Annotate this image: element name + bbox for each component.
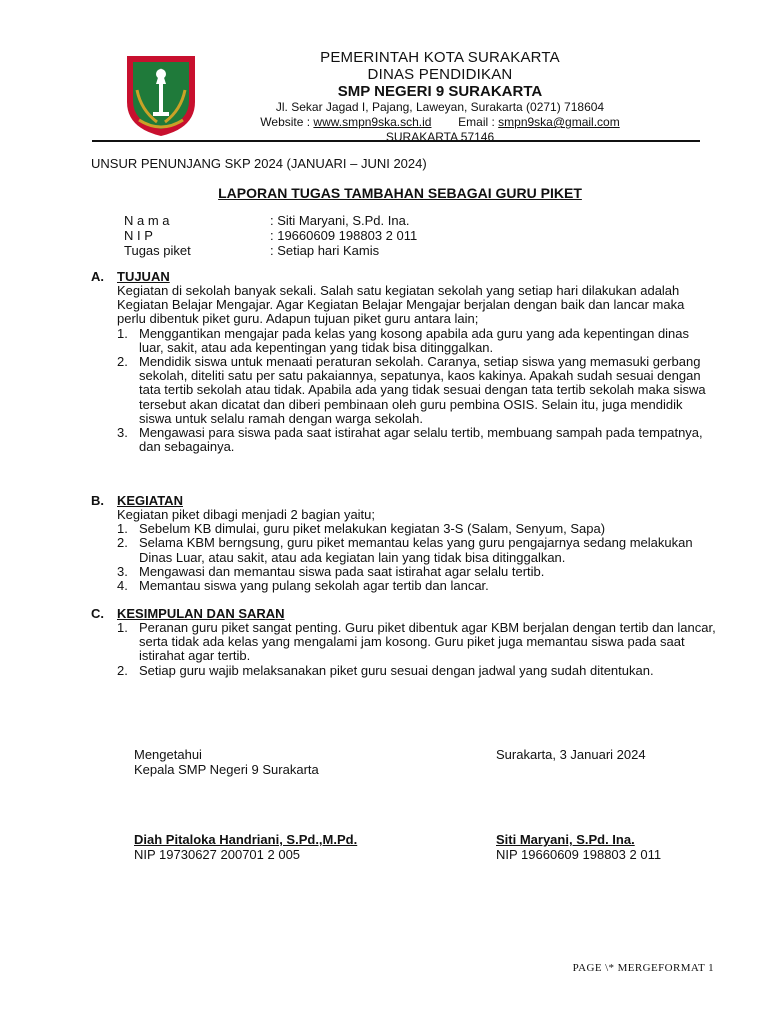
identity-table bbox=[124, 213, 417, 258]
signature-left-name-block bbox=[134, 832, 357, 862]
email-link[interactable]: smpn9ska@gmail.com bbox=[498, 115, 620, 129]
identity-label: N I P bbox=[124, 228, 153, 243]
identity-label: Tugas piket bbox=[124, 243, 191, 258]
section-title: TUJUAN bbox=[117, 269, 170, 284]
list-item-text: Setiap guru wajib melaksanakan piket guru sesuai dengan jadwal yang sudah ditentukan. bbox=[139, 662, 654, 678]
list-item-text: Selama KBM berngsung, guru piket memantau kelas yang guru pengajarnya sedang melakukan Dinas Luar, atau sakit, atau ada kegiatan lain yang tidak bisa ditinggalkan. bbox=[139, 535, 693, 565]
section-tujuan bbox=[91, 269, 716, 454]
list-item: 2. Selama KBM berngsung, guru piket memantau kelas yang guru pengajarnya sedang melakukan Dinas Luar, atau sakit, atau ada kegiatan lain yang tidak bisa ditinggalkan. bbox=[117, 535, 693, 565]
list-item: 1. Sebelum KB dimulai, guru piket melakukan kegiatan 3-S (Salam, Senyum, Sapa) bbox=[117, 521, 606, 537]
list-item-text: Peranan guru piket sangat penting. Guru piket dibentuk agar KBM berjalan dengan tertib dan lancar, serta tidak ada kelas yang mengalami jam kosong. Guru piket juga memantau siswa pada saat istirahat agar tertib. bbox=[139, 620, 716, 664]
section-kesimpulan bbox=[91, 606, 716, 678]
section-heading bbox=[91, 493, 716, 508]
identity-row-tugas bbox=[124, 243, 417, 258]
identity-label: N a m a bbox=[124, 213, 170, 228]
identity-value: : Setiap hari Kamis bbox=[270, 243, 380, 258]
section-heading bbox=[91, 606, 716, 621]
section-heading bbox=[91, 269, 716, 284]
header-government: PEMERINTAH KOTA SURAKARTA bbox=[320, 49, 560, 66]
list-item-text: Menggantikan mengajar pada kelas yang kosong apabila ada guru yang ada kepentingan dinas luar, sakit, atau ada kepentingan yang tidak bisa ditinggalkan. bbox=[139, 325, 690, 355]
list-item: 4. Memantau siswa yang pulang sekolah agar tertib dan lancar. bbox=[117, 578, 489, 594]
letterhead bbox=[190, 49, 690, 145]
document-title: LAPORAN TUGAS TAMBAHAN SEBAGAI GURU PIKET bbox=[218, 185, 582, 201]
page-footer: PAGE \* MERGEFORMAT 1 bbox=[572, 962, 714, 974]
teacher-nip: NIP 19660609 198803 2 011 bbox=[496, 847, 662, 862]
list-item-text: Mengawasi para siswa pada saat istirahat agar selalu tertib, membuang sampah pada tempatnya, dan sebagainya. bbox=[139, 425, 703, 455]
list-item: 3. Mengawasi dan memantau siswa pada saat istirahat agar selalu tertib. bbox=[117, 563, 545, 579]
identity-row-nip bbox=[124, 228, 417, 243]
header-address: Jl. Sekar Jagad I, Pajang, Laweyan, Surakarta (0271) 718604 bbox=[275, 100, 605, 114]
section-intro: Kegiatan di sekolah banyak sekali. Salah satu kegiatan sekolah yang setiap hari dilakukan adalah Kegiatan Belajar Mengajar. Agar Kegiatan Belajar Mengajar berjalan dengan baik dan lancar maka perlu dibentuk piket guru. Adapun tujuan piket guru antara lain; bbox=[117, 283, 685, 327]
sign-right-date: Surakarta, 3 Januari 2024 bbox=[496, 747, 646, 762]
header-contacts bbox=[190, 115, 690, 130]
website-link[interactable]: www.smpn9ska.sch.id bbox=[313, 115, 432, 129]
section-list bbox=[117, 522, 716, 593]
identity-value: : 19660609 198803 2 011 bbox=[270, 228, 418, 243]
website-label: Website : bbox=[260, 115, 314, 129]
list-item: 2. Mendidik siswa untuk menaati peraturan sekolah. Caranya, setiap siswa yang memasuki gerbang sekolah, diteliti satu per satu pakaiannya, sepatunya, kaos kakinya. Apakah sudah sesuai dengan tata tertib sekolah atau tidak. Apabila ada yang tidak sesuai dengan tata tertib sekolah maka siswa tersebut akan dicatat dan diberi pembinaan oleh guru pembina OSIS. Selain itu, juga mendidik siswa untuk selalu ramah dengan warga sekolah. bbox=[117, 354, 706, 426]
signature-right bbox=[496, 747, 646, 762]
list-item-text: Mengawasi dan memantau siswa pada saat istirahat agar selalu tertib. bbox=[139, 563, 545, 579]
list-item-text: Memantau siswa yang pulang sekolah agar tertib dan lancar. bbox=[139, 578, 489, 594]
principal-nip: NIP 19730627 200701 2 005 bbox=[134, 847, 301, 862]
section-number: A. bbox=[91, 269, 104, 284]
section-title: KEGIATAN bbox=[117, 493, 183, 508]
header-office: DINAS PENDIDIKAN bbox=[367, 66, 513, 83]
signature-right-name-block bbox=[496, 832, 661, 862]
signature-left bbox=[134, 747, 319, 777]
list-item-text: Sebelum KB dimulai, guru piket melakukan kegiatan 3-S (Salam, Senyum, Sapa) bbox=[139, 521, 606, 537]
list-item-text: Mendidik siswa untuk menaati peraturan sekolah. Caranya, setiap siswa yang memasuki gerbang sekolah, diteliti satu per satu pakaiannya, sepatunya, kaos kakinya. Apakah sudah sesuai dengan tata tertib sekolah atau tidak. Apabila ada yang tidak sesuai dengan tata tertib sekolah maka siswa tersebut akan dicatat dan diberi pembinaan oleh guru pembina OSIS. Selain itu, juga mendidik siswa untuk selalu ramah dengan warga sekolah. bbox=[139, 354, 706, 426]
section-number: B. bbox=[91, 493, 104, 508]
header-school: SMP NEGERI 9 SURAKARTA bbox=[337, 83, 543, 100]
section-kegiatan bbox=[91, 493, 716, 593]
header-divider bbox=[92, 140, 700, 142]
email-label: Email : bbox=[458, 115, 499, 129]
header-city-postal: SURAKARTA 57146 bbox=[385, 130, 495, 144]
section-list bbox=[117, 327, 716, 455]
sign-left-line1: Mengetahui bbox=[134, 747, 202, 762]
list-item: 1. Peranan guru piket sangat penting. Guru piket dibentuk agar KBM berjalan dengan tertib dan lancar, serta tidak ada kelas yang mengalami jam kosong. Guru piket juga memantau siswa pada saat istirahat agar tertib. bbox=[117, 620, 716, 664]
list-item: 3. Mengawasi para siswa pada saat istirahat agar selalu tertib, membuang sampah pada tempatnya, dan sebagainya. bbox=[117, 425, 703, 455]
list-item: 1. Menggantikan mengajar pada kelas yang kosong apabila ada guru yang ada kepentingan dinas luar, sakit, atau ada kepentingan yang tidak bisa ditinggalkan. bbox=[117, 325, 690, 355]
section-list bbox=[117, 621, 716, 678]
identity-row-nama bbox=[124, 213, 417, 228]
principal-name: Diah Pitaloka Handriani, S.Pd.,M.Pd. bbox=[134, 832, 358, 847]
unsur-line: UNSUR PENUNJANG SKP 2024 (JANUARI – JUNI 2024) bbox=[91, 156, 427, 171]
section-title: KESIMPULAN DAN SARAN bbox=[117, 606, 285, 621]
teacher-name: Siti Maryani, S.Pd. Ina. bbox=[496, 832, 635, 847]
list-item: 2. Setiap guru wajib melaksanakan piket guru sesuai dengan jadwal yang sudah ditentukan. bbox=[117, 662, 654, 678]
identity-value: : Siti Maryani, S.Pd. Ina. bbox=[270, 213, 410, 228]
section-number: C. bbox=[91, 606, 104, 621]
section-intro: Kegiatan piket dibagi menjadi 2 bagian yaitu; bbox=[117, 507, 376, 522]
sign-left-line2: Kepala SMP Negeri 9 Surakarta bbox=[134, 762, 319, 777]
